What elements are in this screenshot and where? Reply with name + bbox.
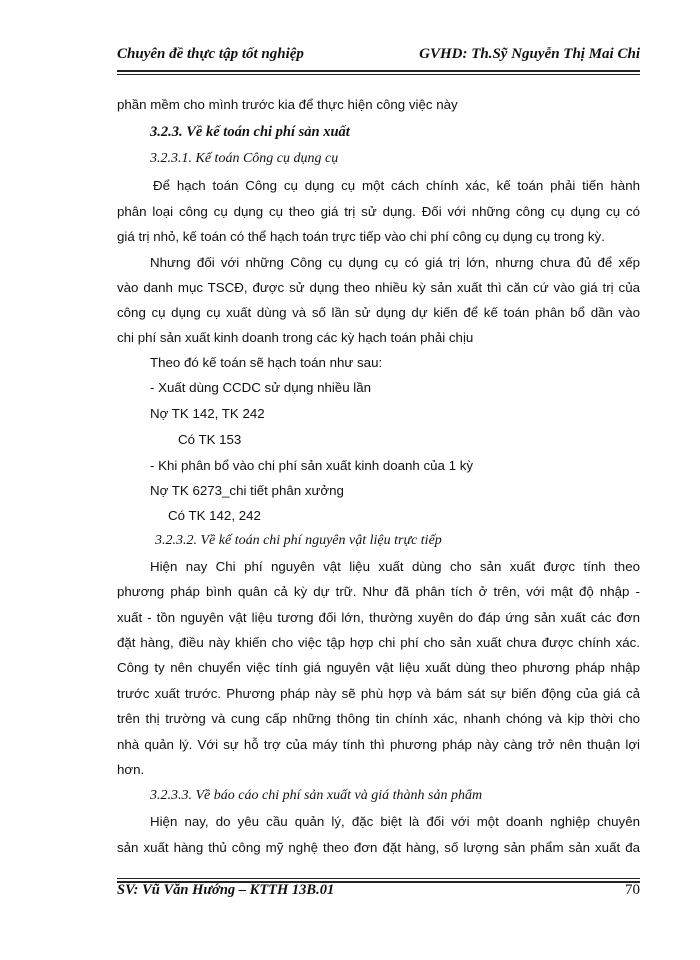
text-line: Công ty nên chuyển việc tính giá nguyên vật liệu xuất dùng theo phương pháp nhập: [117, 660, 640, 675]
text-line: hơn.: [117, 762, 145, 777]
text-line: Có TK 142, 242: [168, 508, 261, 523]
text-line: phương pháp bình quân cả kỳ dự trữ. Như đã phân tích ở trên, với mật độ nhập -: [117, 584, 640, 599]
page-header: [117, 46, 640, 68]
text-line: phần mềm cho mình trước kia để thực hiện công việc này: [117, 97, 458, 112]
text-line: Nợ TK 142, TK 242: [150, 406, 265, 421]
text-line: giá trị nhỏ, kế toán có thể hạch toán trực tiếp vào chi phí công cụ dụng cụ trong kỳ.: [117, 229, 605, 244]
text-line: đặt hàng, điều này khiến cho việc tập hợp chi phí cho sản xuất chưa được chính xác.: [117, 635, 640, 650]
subsection-heading-3-2-3-2: 3.2.3.2. Về kế toán chi phí nguyên vật liệu trực tiếp: [155, 533, 442, 548]
text-line: xuất - tồn nguyên vật liệu tương đối lớn, thường xuyên do đáp ứng sản xuất các đơn: [117, 610, 640, 625]
subsection-heading-3-2-3-1: 3.2.3.1. Kế toán Công cụ dụng cụ: [150, 151, 339, 166]
text-line: Hiện nay, do yêu cầu quản lý, đặc biệt là đối với một doanh nghiệp chuyên: [150, 814, 640, 829]
text-line: Có TK 153: [178, 432, 242, 447]
section-heading-3-2-3: 3.2.3. Về kế toán chi phí sản xuất: [150, 124, 350, 140]
text-line: phân loại công cụ dụng cụ theo giá trị sử dụng. Đối với những công cụ dụng cụ có: [117, 204, 640, 219]
text-line: - Xuất dùng CCDC sử dụng nhiều lần: [150, 380, 372, 395]
text-line: - Khi phân bổ vào chi phí sản xuất kinh doanh của 1 kỳ: [150, 458, 474, 473]
text-line: Nhưng đối với những Công cụ dụng cụ có giá trị lớn, nhưng chưa đủ để xếp: [150, 255, 640, 270]
text-line: Để hạch toán Công cụ dụng cụ một cách chính xác, kế toán phải tiến hành: [153, 178, 640, 193]
text-line: trên thị trường và cung cấp những thông tin chính xác, nhanh chóng và kịp thời cho: [117, 711, 640, 726]
header-rule-thin: [117, 74, 640, 75]
footer-rule-thin: [117, 878, 640, 879]
header-advisor: GVHD: Th.Sỹ Nguyễn Thị Mai Chi: [419, 46, 640, 62]
page-footer: [117, 882, 640, 904]
text-line: nhà quản lý. Với sự hỗ trợ của máy tính thì phương pháp này càng trở nên thuận lợi: [117, 737, 640, 752]
header-rule: [117, 70, 640, 72]
subsection-heading-3-2-3-3: 3.2.3.3. Về báo cáo chi phí sản xuất và giá thành sản phẩm: [150, 788, 483, 803]
text-line: Theo đó kế toán sẽ hạch toán như sau:: [150, 355, 383, 370]
text-line: trước xuất trước. Phương pháp này sẽ phù hợp và bám sát sự biến động của giá cả: [117, 686, 640, 701]
text-line: Hiện nay Chi phí nguyên vật liệu xuất dùng cho sản xuất được tính theo: [150, 559, 640, 574]
text-line: Nợ TK 6273_chi tiết phân xưởng: [150, 483, 344, 498]
footer-student: SV: Vũ Văn Hướng – KTTH 13B.01: [117, 882, 335, 898]
text-line: chi phí sản xuất kinh doanh trong các kỳ hạch toán phải chịu: [117, 330, 474, 345]
header-title: Chuyên đề thực tập tốt nghiệp: [117, 46, 304, 62]
text-line: vào danh mục TSCĐ, được sử dụng theo nhiều kỳ sản xuất thì căn cứ vào giá trị của: [117, 280, 640, 295]
page-number: 70: [625, 882, 640, 898]
text-line: công cụ dụng cụ xuất dùng và số lần sử dụng dự kiến để kế toán phân bổ dần vào: [117, 305, 640, 320]
text-line: sản xuất hàng thủ công mỹ nghệ theo đơn đặt hàng, số lượng sản phẩm sản xuất đa: [117, 840, 640, 855]
